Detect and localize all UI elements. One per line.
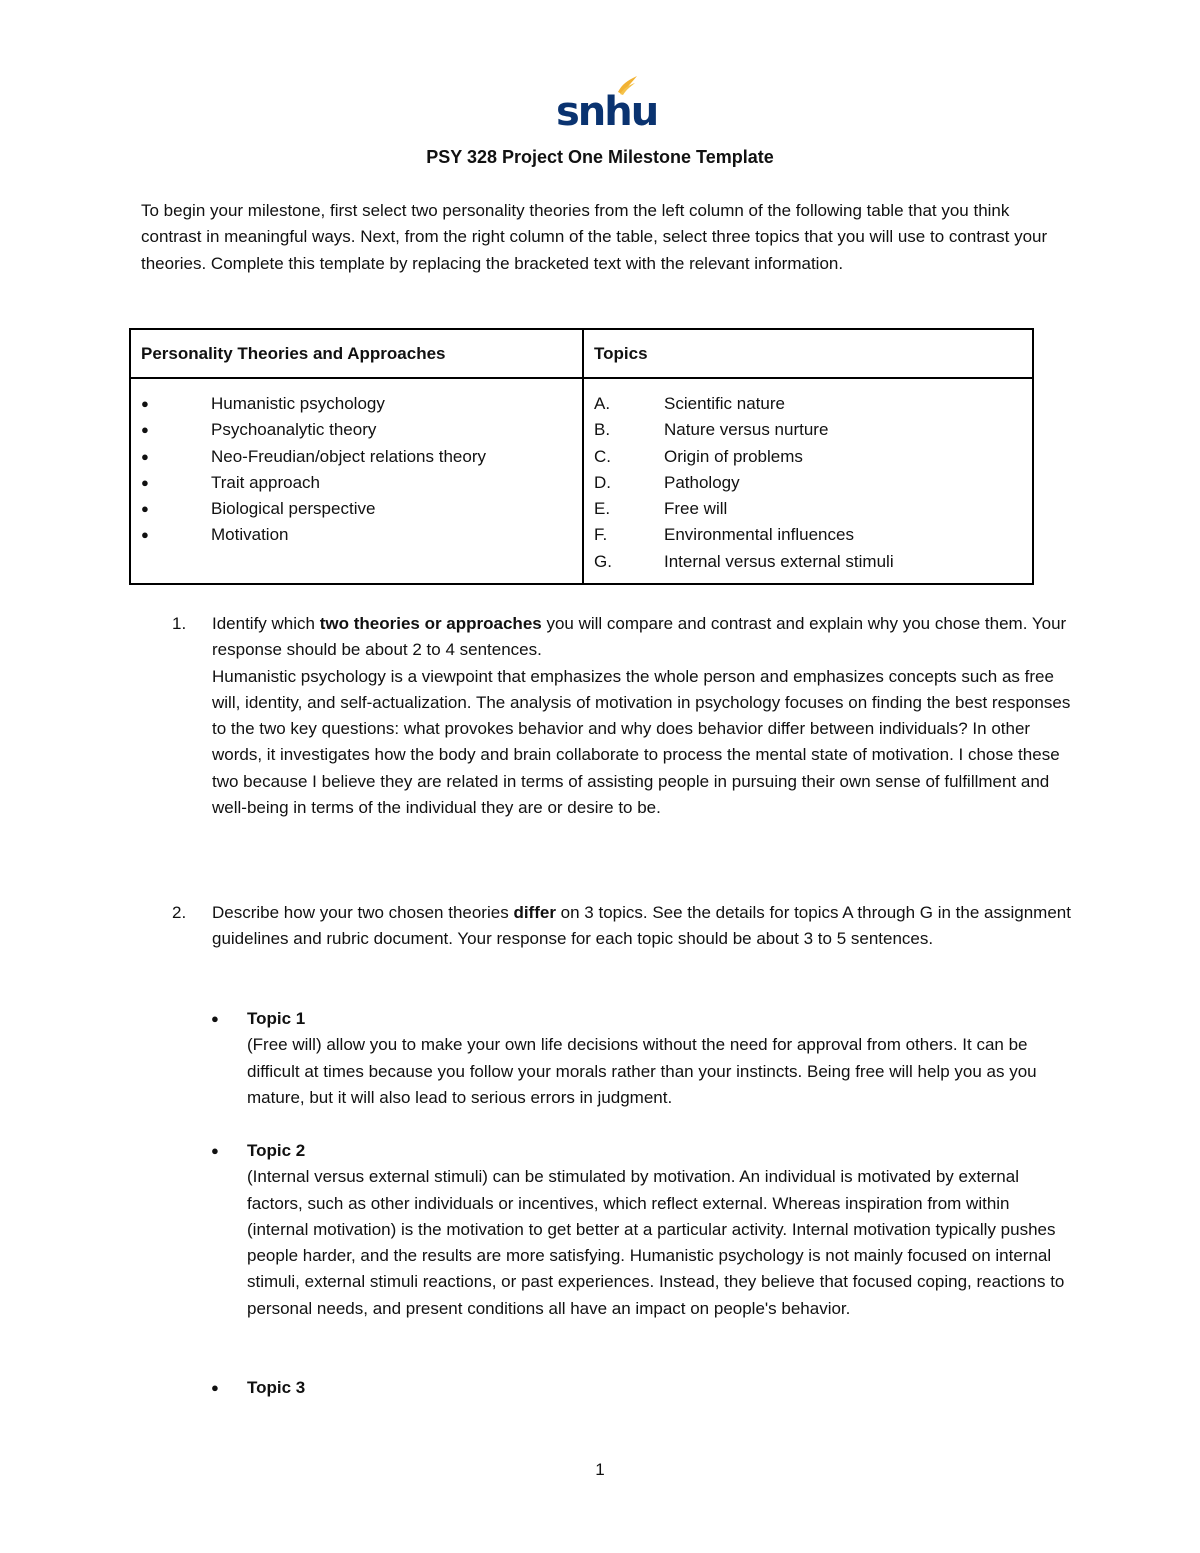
topic-label: Nature versus nurture xyxy=(664,420,829,440)
topic-text: (Internal versus external stimuli) can be stimulated by motivation. An individual is motivated by external factors, such as other individuals or incentives, which reflect external. Whereas inspiration from within (internal motivation) is the motivation to get better at a particular activity. Internal motivation typically pushes people harder, and the results are more satisfying. Humanistic psychology is not mainly focused on internal stimuli, external stimuli reactions, or past experiences. Instead, they believe that focused coping, reactions to personal needs, and present conditions all have an impact on people's behavior. xyxy=(247,1167,1065,1318)
list-item xyxy=(594,417,1022,443)
topic-body xyxy=(247,1375,1071,1401)
theories-list xyxy=(130,378,583,584)
topic-body xyxy=(247,1006,1071,1111)
prompt-emphasis: differ xyxy=(513,903,556,922)
prompt-emphasis: two theories or approaches xyxy=(319,614,542,633)
topics-list xyxy=(583,378,1033,584)
bullet-icon: ● xyxy=(211,1380,219,1395)
table-header-row xyxy=(130,329,1033,378)
topic-text: (Free will) allow you to make your own life decisions without the need for approval from others. It can be difficult at times because you follow your morals rather than your instincts. Being free will help you as you mature, but it will also lead to serious errors in judgment. xyxy=(247,1035,1037,1107)
question-prompt xyxy=(212,611,1072,664)
bullet-icon: ● xyxy=(211,1011,219,1026)
theory-label: Psychoanalytic theory xyxy=(211,420,377,440)
bullet-icon: ● xyxy=(141,501,149,517)
bullet-icon: ● xyxy=(141,422,149,438)
list-item xyxy=(594,522,1022,548)
theory-label: Trait approach xyxy=(211,472,320,492)
list-item xyxy=(594,496,1022,522)
topic-letter: C. xyxy=(594,446,611,466)
question-body xyxy=(212,900,1072,953)
bullet-icon: ● xyxy=(141,527,149,543)
theories-topics-table xyxy=(129,328,1034,585)
topic-label: Pathology xyxy=(664,472,740,492)
list-item xyxy=(141,391,572,417)
list-item xyxy=(141,444,572,470)
topic-heading: Topic 1 xyxy=(247,1009,306,1028)
question-number: 1. xyxy=(172,614,187,633)
topic-letter: B. xyxy=(594,420,611,440)
list-item xyxy=(594,444,1022,470)
page-number: 1 xyxy=(595,1460,605,1479)
topic-body xyxy=(247,1138,1071,1322)
page-title: PSY 328 Project One Milestone Template xyxy=(426,147,774,167)
topic-label: Origin of problems xyxy=(664,446,803,466)
prompt-text: you will compare and contrast and explain why you chose them. Your response should be about 2 to 4 sentences. xyxy=(212,614,1067,660)
theory-label: Neo-Freudian/object relations theory xyxy=(211,446,486,466)
bullet-icon: ● xyxy=(141,396,149,411)
theory-label: Motivation xyxy=(211,525,289,545)
prompt-text: on 3 topics. See the details for topics A through G in the assignment guidelines and rubric document. Your response for each topic should be about 3 to 5 sentences. xyxy=(212,903,1071,949)
prompt-text: Identify which xyxy=(212,614,320,633)
question-number: 2. xyxy=(172,903,187,922)
list-item xyxy=(594,549,1022,575)
question-prompt xyxy=(212,900,1072,953)
bullet-icon: ● xyxy=(141,448,149,464)
logo-wordmark: snhu xyxy=(556,89,658,135)
theories-column-header: Personality Theories and Approaches xyxy=(130,329,583,378)
topic-label: Internal versus external stimuli xyxy=(664,551,894,571)
topic-letter: E. xyxy=(594,499,611,519)
topic-label: Environmental influences xyxy=(664,525,854,545)
topics-column-header: Topics xyxy=(583,329,1033,378)
topic-heading: Topic 2 xyxy=(247,1141,306,1160)
theory-label: Biological perspective xyxy=(211,499,376,519)
topic-label: Scientific nature xyxy=(664,394,785,413)
topic-label: Free will xyxy=(664,499,728,519)
topic-letter: G. xyxy=(594,551,612,571)
bullet-icon: ● xyxy=(141,474,149,490)
topic-letter: F. xyxy=(594,525,608,545)
intro-paragraph: To begin your milestone, first select two personality theories from the left column of the following table that you think contrast in meaningful ways. Next, from the right column of the table, select three topics that you will use to contrast your theories. Complete this template by replacing the bracketed text with the relevant information. xyxy=(141,201,1048,273)
list-item xyxy=(141,470,572,496)
prompt-text: Describe how your two chosen theories xyxy=(212,903,514,922)
list-item xyxy=(141,417,572,443)
topic-heading: Topic 3 xyxy=(247,1378,306,1397)
list-item xyxy=(141,522,572,548)
list-item xyxy=(594,470,1022,496)
theory-label: Humanistic psychology xyxy=(211,394,385,413)
question-answer: Humanistic psychology is a viewpoint that emphasizes the whole person and emphasizes concepts such as free will, identity, and self-actualization. The analysis of motivation in psychology focuses on finding the best responses to the two key questions: what provokes behavior and why does behavior differ between individuals? In other words, it investigates how the body and brain collaborate to process the mental state of motivation. I chose these two because I believe they are related in terms of assisting people in pursuing their own sense of fulfillment and well-being in terms of the individual they are or desire to be. xyxy=(212,666,1071,818)
list-item xyxy=(594,391,1022,417)
bullet-icon: ● xyxy=(211,1143,219,1158)
topic-letter: A. xyxy=(594,394,611,413)
snhu-logo xyxy=(556,74,658,135)
list-item xyxy=(141,496,572,522)
table-body-row xyxy=(130,378,1033,584)
topic-letter: D. xyxy=(594,472,611,492)
question-body xyxy=(212,611,1072,821)
